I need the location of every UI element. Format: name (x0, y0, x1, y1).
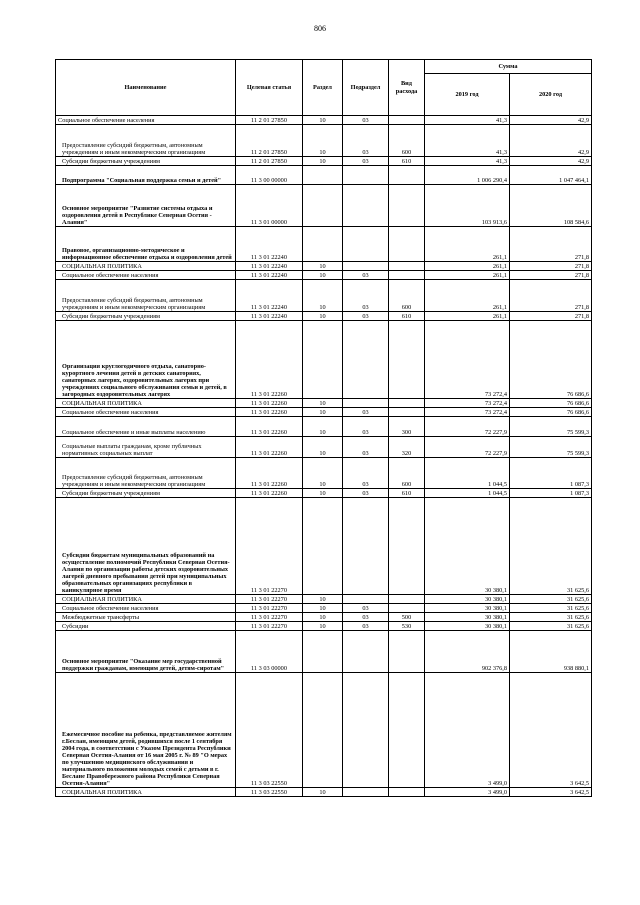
row-name: Субсидии бюджетам муниципальных образований на осуществление полномочий Республики Северная Осетия-Алания по организации работы детских оздоровительных лагерей дневного пребывания детей при муниципальных образовательных организациях республики в каникулярное время (56, 498, 236, 595)
row-subsection: 03 (343, 125, 389, 157)
row-expense-type: 600 (389, 458, 425, 489)
row-expense-type (389, 166, 425, 185)
table-row (56, 417, 592, 437)
row-expense-type: 610 (389, 489, 425, 498)
table-row (56, 408, 592, 417)
row-sum-2019: 73 272,4 (425, 321, 510, 399)
row-section: 10 (303, 262, 343, 271)
row-sum-2020: 3 642,5 (510, 673, 592, 788)
row-target-article: 11 3 03 22550 (236, 788, 303, 797)
row-sum-2019: 41,3 (425, 157, 510, 166)
row-sum-2019: 72 227,9 (425, 437, 510, 458)
row-name: Социальные выплаты гражданам, кроме публичных нормативных социальных выплат (56, 437, 236, 458)
row-name: Предоставление субсидий бюджетным, автономным учреждениям и иным некоммерческим организациям (56, 280, 236, 312)
row-subsection: 03 (343, 116, 389, 125)
row-section: 10 (303, 613, 343, 622)
row-sum-2020: 938 880,1 (510, 631, 592, 673)
row-name: Субсидии бюджетным учреждениям (56, 157, 236, 166)
row-subsection (343, 185, 389, 227)
row-sum-2020: 42,9 (510, 157, 592, 166)
row-target-article: 11 3 01 22260 (236, 417, 303, 437)
row-section (303, 321, 343, 399)
row-subsection: 03 (343, 157, 389, 166)
table-row (56, 498, 592, 595)
row-section: 10 (303, 280, 343, 312)
row-sum-2019: 1 006 290,4 (425, 166, 510, 185)
row-sum-2019: 41,3 (425, 125, 510, 157)
row-sum-2020: 42,9 (510, 125, 592, 157)
table-row (56, 166, 592, 185)
row-expense-type: 610 (389, 312, 425, 321)
row-sum-2019: 3 499,0 (425, 788, 510, 797)
row-section: 10 (303, 622, 343, 631)
row-section: 10 (303, 489, 343, 498)
row-sum-2020: 31 625,6 (510, 498, 592, 595)
header-target-article: Целевая статья (236, 60, 303, 116)
row-subsection (343, 321, 389, 399)
row-sum-2020: 271,8 (510, 227, 592, 262)
row-expense-type (389, 631, 425, 673)
header-name: Наименование (56, 60, 236, 116)
row-sum-2020: 31 625,6 (510, 613, 592, 622)
row-target-article: 11 3 01 22260 (236, 489, 303, 498)
row-target-article: 11 3 01 22240 (236, 262, 303, 271)
row-sum-2020: 42,9 (510, 116, 592, 125)
row-subsection (343, 227, 389, 262)
row-target-article: 11 3 01 22270 (236, 622, 303, 631)
row-target-article: 11 3 00 00000 (236, 166, 303, 185)
row-subsection: 03 (343, 489, 389, 498)
table-row (56, 125, 592, 157)
page-number: 806 (314, 24, 326, 33)
row-sum-2020: 31 625,6 (510, 595, 592, 604)
row-section (303, 673, 343, 788)
header-year-2020: 2020 год (510, 74, 592, 116)
row-section: 10 (303, 116, 343, 125)
row-section (303, 498, 343, 595)
row-name: Правовое, организационно-методическое и информационное обеспечение отдыха и оздоровления детей (56, 227, 236, 262)
row-section: 10 (303, 788, 343, 797)
table-row (56, 399, 592, 408)
row-subsection: 03 (343, 408, 389, 417)
row-expense-type (389, 227, 425, 262)
row-sum-2020: 76 686,6 (510, 399, 592, 408)
row-target-article: 11 3 01 22240 (236, 227, 303, 262)
row-section: 10 (303, 437, 343, 458)
header-year-2019: 2019 год (425, 74, 510, 116)
row-target-article: 11 3 01 22240 (236, 271, 303, 280)
row-expense-type: 600 (389, 125, 425, 157)
row-expense-type (389, 185, 425, 227)
table-row (56, 622, 592, 631)
row-sum-2020: 1 087,3 (510, 458, 592, 489)
row-sum-2019: 3 499,0 (425, 673, 510, 788)
row-target-article: 11 3 01 22270 (236, 613, 303, 622)
row-sum-2020: 1 047 464,1 (510, 166, 592, 185)
row-subsection (343, 166, 389, 185)
header-expense-type: Вид расхода (389, 60, 425, 116)
table-row (56, 595, 592, 604)
row-sum-2019: 1 044,5 (425, 458, 510, 489)
row-sum-2019: 30 380,1 (425, 613, 510, 622)
row-sum-2019: 902 376,8 (425, 631, 510, 673)
row-expense-type (389, 673, 425, 788)
row-sum-2019: 261,1 (425, 312, 510, 321)
row-section: 10 (303, 125, 343, 157)
row-name: Субсидии бюджетным учреждениям (56, 312, 236, 321)
row-expense-type (389, 604, 425, 613)
row-sum-2019: 73 272,4 (425, 399, 510, 408)
row-sum-2019: 261,1 (425, 227, 510, 262)
header-section: Раздел (303, 60, 343, 116)
row-subsection: 03 (343, 417, 389, 437)
row-name: СОЦИАЛЬНАЯ ПОЛИТИКА (56, 788, 236, 797)
row-expense-type: 610 (389, 157, 425, 166)
row-expense-type: 600 (389, 280, 425, 312)
row-target-article: 11 2 01 27850 (236, 116, 303, 125)
table-row (56, 604, 592, 613)
row-sum-2020: 271,8 (510, 280, 592, 312)
table-row (56, 312, 592, 321)
row-expense-type (389, 399, 425, 408)
row-target-article: 11 3 01 22270 (236, 498, 303, 595)
row-name: Основное мероприятие "Оказание мер государственной поддержки гражданам, имеющим детей, детям-сиротам" (56, 631, 236, 673)
row-section: 10 (303, 157, 343, 166)
row-sum-2020: 271,8 (510, 312, 592, 321)
row-target-article: 11 3 01 22260 (236, 408, 303, 417)
row-sum-2019: 103 913,6 (425, 185, 510, 227)
row-sum-2020: 271,8 (510, 271, 592, 280)
row-section: 10 (303, 271, 343, 280)
row-subsection (343, 631, 389, 673)
table-row (56, 613, 592, 622)
table-row (56, 489, 592, 498)
row-sum-2019: 41,3 (425, 116, 510, 125)
row-subsection (343, 673, 389, 788)
row-target-article: 11 2 01 27850 (236, 157, 303, 166)
row-sum-2020: 76 686,6 (510, 321, 592, 399)
row-target-article: 11 3 01 22240 (236, 280, 303, 312)
row-target-article: 11 3 01 22260 (236, 399, 303, 408)
row-target-article: 11 3 01 22260 (236, 437, 303, 458)
row-sum-2019: 261,1 (425, 271, 510, 280)
row-name: Субсидии бюджетным учреждениям (56, 489, 236, 498)
row-subsection: 03 (343, 312, 389, 321)
table-row (56, 271, 592, 280)
row-target-article: 11 3 01 22270 (236, 595, 303, 604)
row-name: Социальное обеспечение населения (56, 604, 236, 613)
row-name: СОЦИАЛЬНАЯ ПОЛИТИКА (56, 399, 236, 408)
row-expense-type: 500 (389, 613, 425, 622)
row-sum-2019: 72 227,9 (425, 417, 510, 437)
row-name: СОЦИАЛЬНАЯ ПОЛИТИКА (56, 262, 236, 271)
table-row (56, 673, 592, 788)
table-row (56, 262, 592, 271)
table-row (56, 788, 592, 797)
row-section: 10 (303, 458, 343, 489)
row-sum-2019: 261,1 (425, 280, 510, 312)
row-subsection: 03 (343, 604, 389, 613)
row-sum-2019: 30 380,1 (425, 622, 510, 631)
row-expense-type: 530 (389, 622, 425, 631)
row-sum-2020: 75 599,3 (510, 437, 592, 458)
row-sum-2020: 3 642,5 (510, 788, 592, 797)
row-name: Предоставление субсидий бюджетным, автономным учреждениям и иным некоммерческим организациям (56, 125, 236, 157)
row-expense-type (389, 271, 425, 280)
row-section (303, 227, 343, 262)
row-section: 10 (303, 604, 343, 613)
row-name: Межбюджетные трансферты (56, 613, 236, 622)
row-expense-type: 300 (389, 417, 425, 437)
row-sum-2019: 73 272,4 (425, 408, 510, 417)
row-section (303, 166, 343, 185)
row-sum-2019: 30 380,1 (425, 604, 510, 613)
row-target-article: 11 2 01 27850 (236, 125, 303, 157)
row-expense-type (389, 262, 425, 271)
table-row (56, 157, 592, 166)
row-sum-2020: 108 584,6 (510, 185, 592, 227)
row-target-article: 11 3 01 22260 (236, 321, 303, 399)
row-name: Подпрограмма "Социальная поддержка семьи и детей" (56, 166, 236, 185)
table-row (56, 116, 592, 125)
row-subsection: 03 (343, 280, 389, 312)
row-name: Социальное обеспечение населения (56, 271, 236, 280)
row-name: Предоставление субсидий бюджетным, автономным учреждениям и иным некоммерческим организациям (56, 458, 236, 489)
row-target-article: 11 3 01 00000 (236, 185, 303, 227)
row-sum-2019: 261,1 (425, 262, 510, 271)
row-name: Ежемесячное пособие на ребенка, представляемое жителям г.Беслан, имеющим детей, родившихся после 1 сентября 2004 года, в соответствии с Указом Президента Республики Северная Осетия-Алания от 16 мая 2005 г. № 89 "О мерах по улучшению медицинского обслуживания и материального положения молодых семей с детьми в г. Беслане Правобережного района Республики Северная Осетия-Алания" (56, 673, 236, 788)
row-sum-2019: 1 044,5 (425, 489, 510, 498)
row-expense-type (389, 321, 425, 399)
table-row (56, 227, 592, 262)
row-name: СОЦИАЛЬНАЯ ПОЛИТИКА (56, 595, 236, 604)
row-expense-type (389, 498, 425, 595)
table-row (56, 437, 592, 458)
row-sum-2020: 31 625,6 (510, 622, 592, 631)
row-name: Субсидии (56, 622, 236, 631)
row-sum-2020: 271,8 (510, 262, 592, 271)
row-name: Социальное обеспечение населения (56, 116, 236, 125)
row-expense-type: 320 (389, 437, 425, 458)
row-sum-2019: 30 380,1 (425, 498, 510, 595)
row-name: Социальное обеспечение и иные выплаты населению (56, 417, 236, 437)
row-target-article: 11 3 03 00000 (236, 631, 303, 673)
table-row (56, 458, 592, 489)
row-subsection: 03 (343, 437, 389, 458)
budget-table (55, 59, 592, 797)
row-target-article: 11 3 03 22550 (236, 673, 303, 788)
row-subsection (343, 498, 389, 595)
row-expense-type (389, 116, 425, 125)
row-sum-2019: 30 380,1 (425, 595, 510, 604)
row-section (303, 631, 343, 673)
row-subsection (343, 262, 389, 271)
row-name: Организация круглогодичного отдыха, санаторно-курортного лечения детей в детских санаториях, санаторных лагерях, оздоровительных лагерях при учреждениях социального обслуживания семьи и детей, в загородных оздоровительных лагерях (56, 321, 236, 399)
row-subsection (343, 595, 389, 604)
row-target-article: 11 3 01 22240 (236, 312, 303, 321)
table-row (56, 280, 592, 312)
row-expense-type (389, 408, 425, 417)
row-section: 10 (303, 399, 343, 408)
row-sum-2020: 31 625,6 (510, 604, 592, 613)
table-row (56, 631, 592, 673)
row-section: 10 (303, 312, 343, 321)
row-section: 10 (303, 595, 343, 604)
row-expense-type (389, 595, 425, 604)
row-target-article: 11 3 01 22260 (236, 458, 303, 489)
header-subsection: Подраздел (343, 60, 389, 116)
row-sum-2020: 1 087,3 (510, 489, 592, 498)
table-row (56, 321, 592, 399)
table-row (56, 185, 592, 227)
row-sum-2020: 75 599,3 (510, 417, 592, 437)
header-sum: Сумма (425, 60, 592, 74)
row-subsection: 03 (343, 458, 389, 489)
row-target-article: 11 3 01 22270 (236, 604, 303, 613)
row-expense-type (389, 788, 425, 797)
row-section: 10 (303, 408, 343, 417)
row-name: Основное мероприятие "Развитие системы отдыха и оздоровления детей в Республике Северная Осетия - Алания" (56, 185, 236, 227)
row-subsection: 03 (343, 622, 389, 631)
row-subsection: 03 (343, 271, 389, 280)
row-sum-2020: 76 686,6 (510, 408, 592, 417)
row-subsection: 03 (343, 613, 389, 622)
row-subsection (343, 788, 389, 797)
row-section: 10 (303, 417, 343, 437)
row-section (303, 185, 343, 227)
row-subsection (343, 399, 389, 408)
row-name: Социальное обеспечение населения (56, 408, 236, 417)
